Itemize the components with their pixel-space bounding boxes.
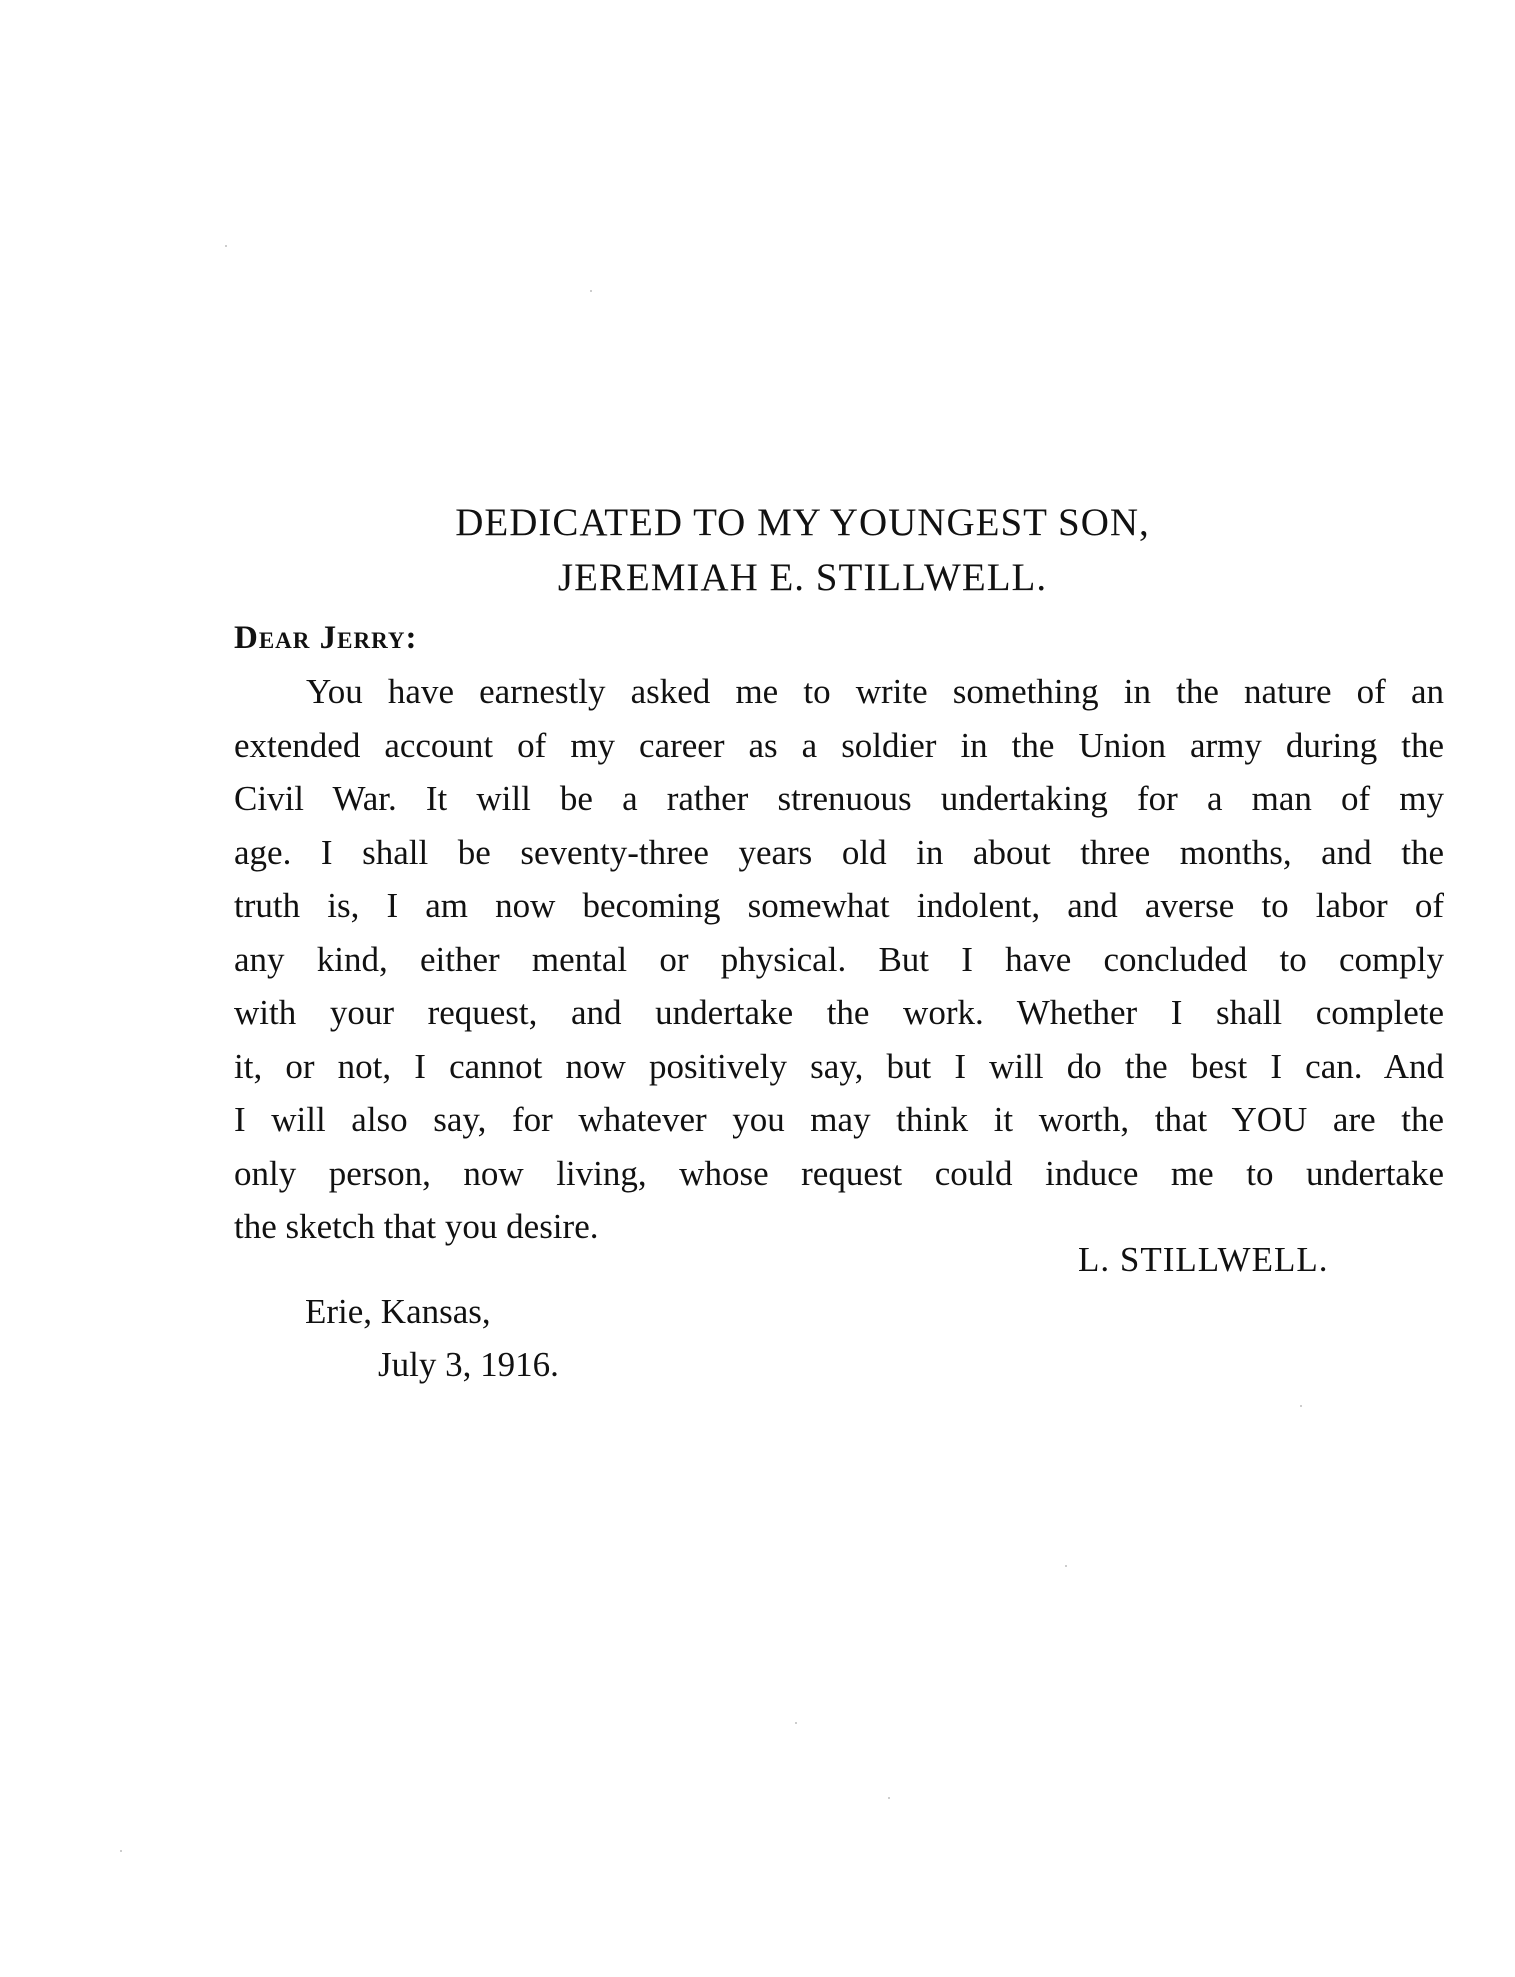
letter-body — [234, 665, 1444, 1254]
letter-line: You have earnestly asked me to write something in the nature of an — [306, 672, 1444, 711]
scan-speck — [888, 1797, 890, 1799]
place-line: Erie, Kansas, — [305, 1292, 491, 1331]
scan-speck — [590, 290, 592, 292]
letter-line: with your request, and undertake the work. Whether I shall complete — [234, 993, 1444, 1032]
signature: L. STILLWELL. — [1078, 1240, 1329, 1279]
letter-line: it, or not, I cannot now positively say, but I will do the best I can. And — [234, 1046, 1444, 1086]
letter-line: only person, now living, whose request could induce me to undertake — [234, 1153, 1444, 1193]
scan-speck — [795, 1722, 797, 1724]
scan-speck — [1300, 1405, 1302, 1407]
letter-line: the sketch that you desire. — [234, 1207, 599, 1246]
letter-line: extended account of my career as a soldier in the Union army during the — [234, 725, 1444, 765]
scan-speck — [1065, 1565, 1067, 1567]
scan-speck — [225, 245, 227, 247]
letter-line: truth is, I am now becoming somewhat indolent, and averse to labor of — [234, 886, 1444, 925]
salutation: Dear Jerry: — [234, 620, 418, 656]
letter-line: any kind, either mental or physical. But I have concluded to comply — [234, 939, 1444, 979]
dedication-name: JEREMIAH E. STILLWELL. — [557, 556, 1048, 599]
date-line: July 3, 1916. — [378, 1345, 559, 1384]
letter-line: age. I shall be seventy-three years old in about three months, and the — [234, 832, 1444, 872]
scan-speck — [120, 1850, 122, 1852]
letter-line: Civil War. It will be a rather strenuous undertaking for a man of my — [234, 779, 1444, 818]
dedication-title: DEDICATED TO MY YOUNGEST SON, — [455, 501, 1150, 544]
letter-line: I will also say, for whatever you may think it worth, that YOU are the — [234, 1100, 1444, 1139]
